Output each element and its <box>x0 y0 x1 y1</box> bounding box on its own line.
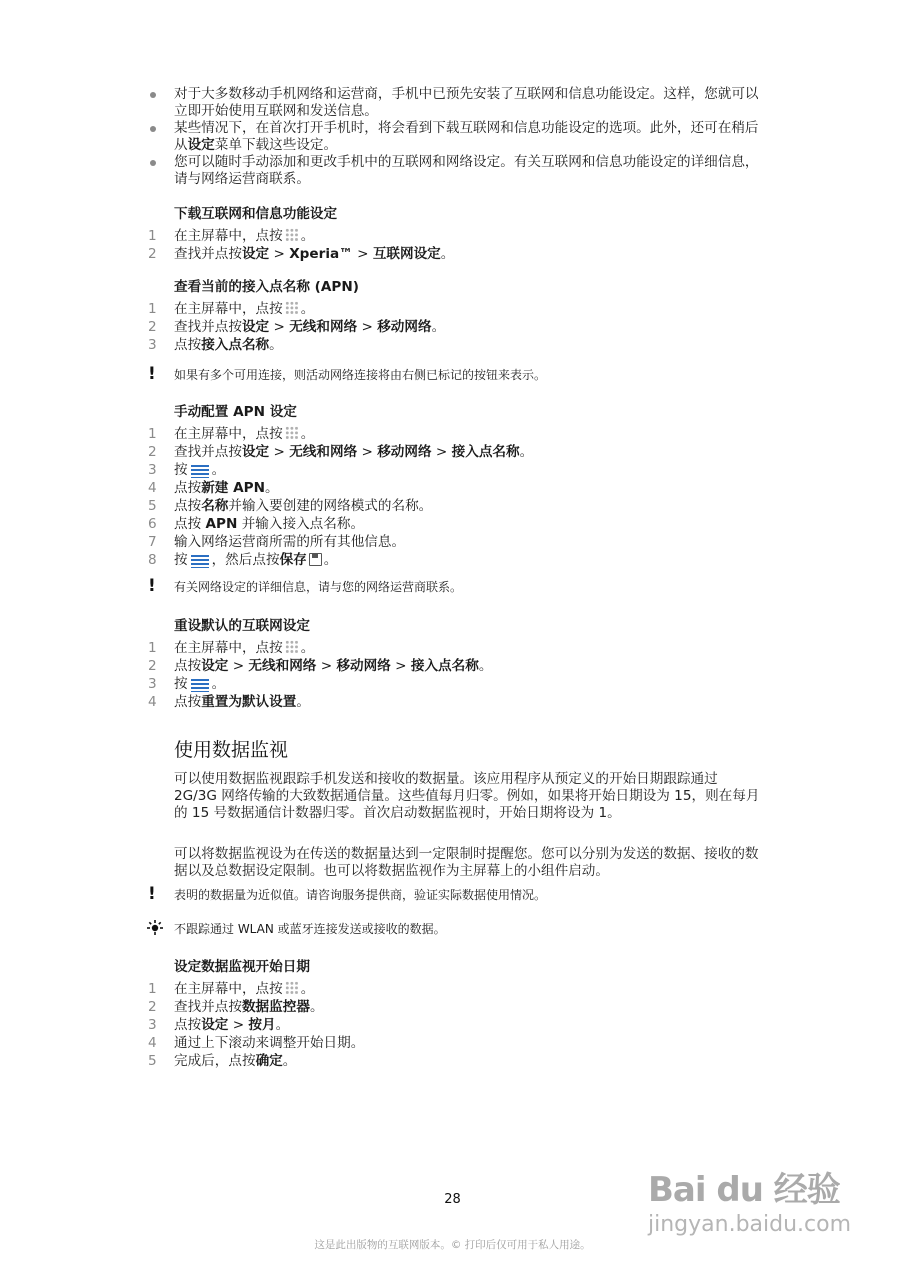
bullet-item: 某些情况下，在首次打开手机时，将会看到下载互联网和信息功能设定的选项。此外，还可在稍后从设定菜单下载这些设定。 <box>148 120 768 154</box>
step: 1 在主屏幕中，点按 。 <box>148 426 315 442</box>
heading-data-monitor: 使用数据监视 <box>174 739 289 761</box>
step: 1 在主屏幕中，点按 。 <box>148 640 315 656</box>
exclamation-icon: ! <box>148 364 156 384</box>
step: 3 点按设定 > 按月。 <box>148 1017 290 1033</box>
section-title: 设定数据监视开始日期 <box>174 959 310 975</box>
bullet-item: 您可以随时手动添加和更改手机中的互联网和网络设定。有关互联网和信息功能设定的详细信息，请与网络运营商联系。 <box>148 154 768 188</box>
step: 6 点按 APN 并输入接入点名称。 <box>148 516 365 532</box>
baidu-watermark-url: jingyan.baidu.com <box>648 1212 852 1237</box>
step: 2 查找并点按设定 > 无线和网络 > 移动网络 > 接入点名称。 <box>148 444 534 460</box>
step: 4 通过上下滚动来调整开始日期。 <box>148 1035 365 1051</box>
step: 1 在主屏幕中，点按 。 <box>148 981 315 997</box>
exclamation-icon: ! <box>148 884 156 904</box>
step: 5 点按名称并输入要创建的网络模式的名称。 <box>148 498 433 514</box>
lightbulb-icon <box>146 919 164 941</box>
menu-icon <box>191 677 209 692</box>
page-number: 28 <box>444 1192 461 1207</box>
step: 2 点按设定 > 无线和网络 > 移动网络 > 接入点名称。 <box>148 658 493 674</box>
app-grid-icon <box>285 228 299 242</box>
app-grid-icon <box>285 640 299 654</box>
tip-wlan: 不跟踪通过 WLAN 或蓝牙连接发送或接收的数据。 <box>148 921 788 937</box>
step: 3 按 。 <box>148 676 226 692</box>
section-title: 重设默认的互联网设定 <box>174 618 310 634</box>
section-title: 下载互联网和信息功能设定 <box>174 206 338 222</box>
step: 4 点按重置为默认设置。 <box>148 694 310 710</box>
step: 2 查找并点按数据监控器。 <box>148 999 324 1015</box>
step: 1 在主屏幕中，点按 。 <box>148 301 315 317</box>
section-view-apn <box>148 278 788 354</box>
note-network-settings: ! 有关网络设定的详细信息，请与您的网络运营商联系。 <box>148 576 463 596</box>
menu-icon <box>191 463 209 478</box>
footer-notice: 这是此出版物的互联网版本。© 打印后仅可用于私人用途。 <box>314 1239 591 1251</box>
note-approx-data: ! 表明的数据量为近似值。请咨询服务提供商，验证实际数据使用情况。 <box>148 884 547 904</box>
baidu-watermark: Bai du 经验 <box>648 1170 840 1210</box>
step: 5 完成后，点按确定。 <box>148 1053 297 1069</box>
exclamation-icon: ! <box>148 576 156 596</box>
paragraph: 可以将数据监视设为在传送的数据量达到一定限制时提醒您。您可以分别为发送的数据、接收的数据以及总数据设定限制。也可以将数据监视作为主屏幕上的小组件启动。 <box>174 846 759 879</box>
section-reset-internet <box>148 617 788 711</box>
save-icon <box>309 553 322 566</box>
section-download-settings <box>148 205 788 263</box>
app-grid-icon <box>285 301 299 315</box>
section-monitor-start-date <box>148 958 788 1070</box>
section-manual-apn <box>148 403 788 569</box>
step: 2 查找并点按设定 > Xperia™ > 互联网设定。 <box>148 246 455 262</box>
step: 8 按 ，然后点按保存 。 <box>148 552 338 568</box>
step: 3 按 。 <box>148 462 226 478</box>
intro-bullets <box>148 86 768 188</box>
section-title: 手动配置 APN 设定 <box>174 404 297 420</box>
app-grid-icon <box>285 981 299 995</box>
menu-icon <box>191 553 209 568</box>
step: 7 输入网络运营商所需的所有其他信息。 <box>148 534 406 550</box>
step: 1 在主屏幕中，点按 。 <box>148 228 315 244</box>
step: 2 查找并点按设定 > 无线和网络 > 移动网络。 <box>148 319 446 335</box>
app-grid-icon <box>285 426 299 440</box>
step: 4 点按新建 APN。 <box>148 480 279 496</box>
step: 3 点按接入点名称。 <box>148 337 283 353</box>
paragraph: 可以使用数据监视跟踪手机发送和接收的数据量。该应用程序从预定义的开始日期跟踪通过 2G/3G 网络传输的大致数据通信量。这些值每月归零。例如，如果将开始日期设为 15，则在每月的 15 号数据通信计数器归零。首次启动数据监视时，开始日期将设为 1。 <box>174 771 760 821</box>
section-title: 查看当前的接入点名称 (APN) <box>174 279 359 295</box>
note-active-connection: ! 如果有多个可用连接，则活动网络连接将由右侧已标记的按钮来表示。 <box>148 364 547 384</box>
bullet-item: 对于大多数移动手机网络和运营商，手机中已预先安装了互联网和信息功能设定。这样，您就可以立即开始使用互联网和发送信息。 <box>148 86 768 120</box>
